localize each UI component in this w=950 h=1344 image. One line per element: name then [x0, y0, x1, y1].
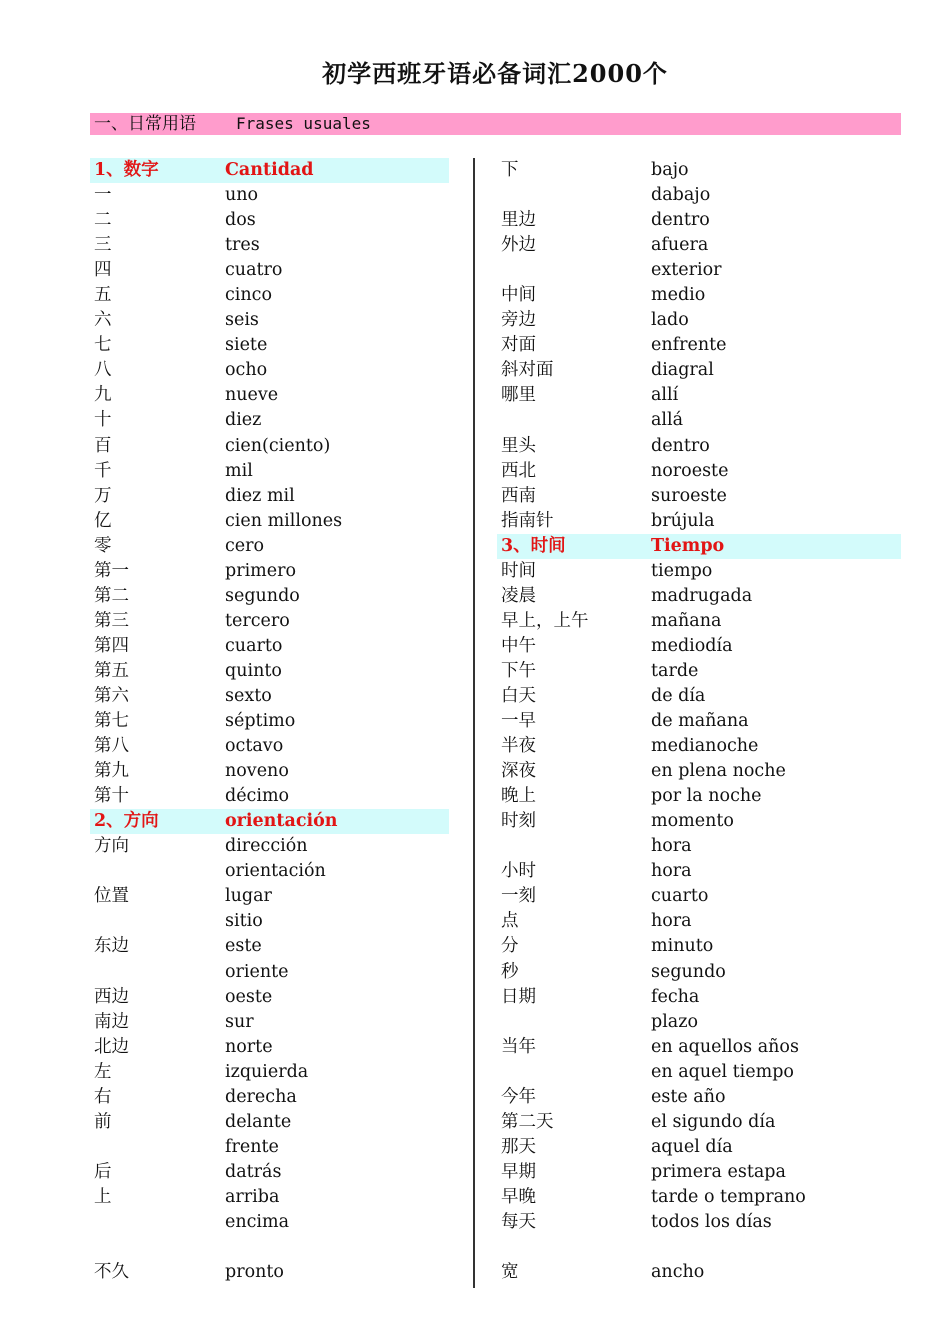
vocab-row: [497, 985, 901, 1010]
spanish-term: allá: [651, 410, 684, 431]
vocab-row: [90, 884, 449, 909]
vocab-row: [497, 684, 901, 709]
spanish-term: nueve: [225, 385, 279, 406]
vocab-row: [90, 734, 449, 759]
chinese-term: 第六: [94, 685, 129, 706]
spanish-term: dirección: [225, 836, 308, 857]
vocab-row: [90, 559, 449, 584]
chinese-term: 凌晨: [501, 585, 536, 606]
chinese-term: 第五: [94, 660, 129, 681]
vocab-row: [497, 408, 901, 433]
spanish-term: mediodía: [651, 635, 733, 656]
chinese-term: 第二: [94, 585, 129, 606]
vocab-row: [497, 559, 901, 584]
spanish-term: aquel día: [651, 1136, 733, 1157]
chinese-term: 下: [501, 160, 519, 180]
vocab-row: [497, 383, 901, 408]
chinese-term: 点: [501, 911, 519, 932]
spanish-term: segundo: [225, 585, 300, 606]
spanish-term: cien(ciento): [225, 435, 331, 456]
chinese-term: 二: [94, 210, 112, 231]
spanish-term: sexto: [225, 685, 272, 706]
spanish-term: enfrente: [651, 335, 727, 356]
spanish-term: suroeste: [651, 485, 727, 506]
chinese-term: 西南: [501, 485, 536, 506]
spanish-term: dos: [225, 210, 256, 231]
spanish-term: séptimo: [225, 711, 296, 732]
vocab-row: [497, 734, 901, 759]
vocab-row: [497, 158, 901, 183]
spanish-term: el sigundo día: [651, 1111, 776, 1132]
vocab-row: [90, 584, 449, 609]
chinese-term: 第四: [94, 635, 129, 656]
spanish-term: mañana: [651, 610, 722, 631]
vocab-row: [90, 358, 449, 383]
spanish-term: frente: [225, 1136, 279, 1157]
chinese-term: 第十: [94, 786, 129, 807]
vocab-row: [90, 1035, 449, 1060]
spanish-term: medianoche: [651, 736, 759, 757]
chinese-term: 八: [94, 360, 112, 381]
chinese-term: 零: [94, 535, 112, 556]
vocab-row: [90, 509, 449, 534]
chinese-term: 外边: [501, 235, 536, 256]
vocab-row: [90, 985, 449, 1010]
section-title-zh: 一、日常用语: [94, 114, 196, 134]
vocab-row: [497, 834, 901, 859]
vocab-row: [90, 1010, 449, 1035]
chinese-term: 六: [94, 310, 112, 331]
vocab-row: [497, 434, 901, 459]
spanish-term: medio: [651, 285, 706, 306]
spanish-term: brújula: [651, 510, 715, 531]
vocab-row: [90, 684, 449, 709]
vocab-row: [497, 1260, 901, 1285]
spanish-term: este: [225, 936, 262, 957]
spanish-term: pronto: [225, 1262, 284, 1283]
vocab-row: [90, 258, 449, 283]
spanish-term: dabajo: [651, 185, 711, 206]
chinese-term: 方向: [94, 836, 129, 857]
chinese-term: 十: [94, 410, 112, 431]
vocab-row: [497, 258, 901, 283]
spanish-term: diez: [225, 410, 262, 431]
vocab-row: [497, 1110, 901, 1135]
vocab-row: [90, 634, 449, 659]
spanish-term: diagral: [651, 360, 714, 381]
spanish-term: allí: [651, 385, 679, 406]
chinese-term: 今年: [501, 1086, 536, 1107]
chinese-term: 第二天: [501, 1111, 554, 1132]
spanish-term: tiempo: [651, 560, 713, 581]
vocab-row: [497, 1085, 901, 1110]
chinese-term: 早期: [501, 1161, 536, 1182]
vocab-row: [497, 333, 901, 358]
vocab-row: [497, 1035, 901, 1060]
vocab-row: [90, 408, 449, 433]
spanish-term: primero: [225, 560, 297, 581]
chinese-term: 时刻: [501, 811, 536, 832]
chinese-term: 西北: [501, 460, 536, 481]
spanish-term: afuera: [651, 235, 709, 256]
spanish-term: orientación: [225, 861, 326, 882]
chinese-term: 晚上: [501, 786, 536, 807]
column-divider: [473, 158, 475, 1288]
chinese-term: 不久: [94, 1262, 129, 1283]
spanish-term: en plena noche: [651, 761, 786, 782]
chinese-term: 指南针: [501, 510, 554, 531]
spanish-term: primera estapa: [651, 1161, 786, 1182]
spanish-term: encima: [225, 1211, 290, 1232]
chinese-term: 里边: [501, 210, 536, 231]
vocab-row: [90, 1135, 449, 1160]
vocab-row: [497, 859, 901, 884]
vocab-row: [497, 509, 901, 534]
chinese-term: 第三: [94, 610, 129, 631]
vocab-row: [90, 609, 449, 634]
spanish-term: fecha: [651, 986, 700, 1007]
spanish-term: cien millones: [225, 510, 343, 531]
spanish-term: dentro: [651, 435, 710, 456]
vocab-row: [497, 233, 901, 258]
vocab-row: [90, 1085, 449, 1110]
chinese-term: 秒: [501, 961, 519, 982]
spanish-term: delante: [225, 1111, 292, 1132]
section-title-es: Frases usuales: [236, 114, 371, 133]
spanish-term: oeste: [225, 986, 273, 1007]
spanish-term: momento: [651, 811, 734, 832]
spanish-term: este año: [651, 1086, 726, 1107]
chinese-term: 早晚: [501, 1186, 536, 1207]
chinese-term: 下午: [501, 660, 536, 681]
vocab-row: [497, 784, 901, 809]
spanish-term: Cantidad: [225, 160, 314, 180]
vocab-row: [497, 1235, 901, 1260]
chinese-term: 早上，上午: [501, 610, 589, 631]
spanish-term: cuarto: [651, 886, 709, 907]
spanish-term: cuatro: [225, 260, 283, 281]
vocab-row: [90, 834, 449, 859]
vocab-row: [90, 659, 449, 684]
vocab-row: [90, 484, 449, 509]
vocab-row: [90, 1235, 449, 1260]
chinese-term: 3、时间: [501, 535, 566, 556]
spanish-term: oriente: [225, 961, 289, 982]
chinese-term: 第八: [94, 736, 129, 757]
chinese-term: 五: [94, 285, 112, 306]
vocab-row: [497, 308, 901, 333]
chinese-term: 第一: [94, 560, 129, 581]
chinese-term: 1、数字: [94, 160, 159, 180]
chinese-term: 一早: [501, 711, 536, 732]
vocab-row: [90, 183, 449, 208]
spanish-term: cero: [225, 535, 265, 556]
spanish-term: ancho: [651, 1262, 705, 1283]
chinese-term: 一刻: [501, 886, 536, 907]
spanish-term: en aquellos años: [651, 1036, 799, 1057]
spanish-term: tarde o temprano: [651, 1186, 806, 1207]
vocab-row: [497, 609, 901, 634]
vocab-row: [497, 659, 901, 684]
chinese-term: 四: [94, 260, 112, 281]
spanish-term: sitio: [225, 911, 263, 932]
chinese-term: 中间: [501, 285, 536, 306]
vocab-row: [497, 960, 901, 985]
spanish-term: todos los días: [651, 1211, 772, 1232]
chinese-term: 深夜: [501, 761, 536, 782]
vocab-row: [497, 283, 901, 308]
chinese-term: 位置: [94, 886, 129, 907]
spanish-term: quinto: [225, 660, 282, 681]
chinese-term: 半夜: [501, 736, 536, 757]
vocab-row: [90, 784, 449, 809]
chinese-term: 南边: [94, 1011, 129, 1032]
vocab-row: [90, 233, 449, 258]
chinese-term: 百: [94, 435, 112, 456]
chinese-term: 第七: [94, 711, 129, 732]
vocab-row: [497, 1185, 901, 1210]
spanish-term: tarde: [651, 660, 699, 681]
chinese-term: 七: [94, 335, 112, 356]
spanish-term: izquierda: [225, 1061, 309, 1082]
chinese-term: 旁边: [501, 310, 536, 331]
vocab-row: [90, 1210, 449, 1235]
chinese-term: 万: [94, 485, 112, 506]
vocab-row: [497, 809, 901, 834]
vocab-row: [90, 934, 449, 959]
vocab-row: [90, 759, 449, 784]
spanish-term: de mañana: [651, 711, 749, 732]
chinese-term: 九: [94, 385, 112, 406]
spanish-term: arriba: [225, 1186, 280, 1207]
vocab-row: [497, 358, 901, 383]
vocab-row: [497, 1010, 901, 1035]
spanish-term: datrás: [225, 1161, 282, 1182]
chinese-term: 千: [94, 460, 112, 481]
spanish-term: bajo: [651, 160, 689, 180]
spanish-term: décimo: [225, 786, 290, 807]
vocab-row: [90, 383, 449, 408]
vocab-row: [90, 434, 449, 459]
spanish-term: hora: [651, 861, 692, 882]
spanish-term: cinco: [225, 285, 273, 306]
category-heading: [90, 809, 449, 834]
vocab-row: [497, 909, 901, 934]
vocab-row: [90, 1185, 449, 1210]
spanish-term: lugar: [225, 886, 272, 907]
vocab-row: [497, 183, 901, 208]
vocab-row: [90, 283, 449, 308]
vocab-row: [497, 709, 901, 734]
spanish-term: Tiempo: [651, 535, 725, 556]
spanish-term: hora: [651, 911, 692, 932]
spanish-term: derecha: [225, 1086, 297, 1107]
chinese-term: 小时: [501, 861, 536, 882]
spanish-term: de día: [651, 685, 706, 706]
vocab-row: [497, 584, 901, 609]
chinese-term: 前: [94, 1111, 112, 1132]
vocab-row: [90, 208, 449, 233]
chinese-term: 西边: [94, 986, 129, 1007]
spanish-term: orientación: [225, 811, 338, 832]
chinese-term: 2、方向: [94, 811, 159, 832]
vocab-row: [497, 634, 901, 659]
vocab-row: [90, 960, 449, 985]
spanish-term: seis: [225, 310, 259, 331]
spanish-term: por la noche: [651, 786, 762, 807]
vocab-row: [497, 484, 901, 509]
section-header: [90, 113, 901, 135]
vocab-row: [90, 1110, 449, 1135]
page-title: 初学西班牙语必备词汇2000个: [322, 59, 668, 88]
spanish-term: hora: [651, 836, 692, 857]
vocab-row: [497, 759, 901, 784]
spanish-term: sur: [225, 1011, 254, 1032]
spanish-term: exterior: [651, 260, 722, 281]
vocab-row: [497, 1160, 901, 1185]
spanish-term: mil: [225, 460, 253, 481]
category-heading: [90, 158, 449, 183]
chinese-term: 斜对面: [501, 360, 554, 381]
vocab-row: [90, 1060, 449, 1085]
chinese-term: 哪里: [501, 385, 536, 406]
vocab-row: [497, 459, 901, 484]
vocab-row: [90, 859, 449, 884]
spanish-term: tercero: [225, 610, 290, 631]
spanish-term: minuto: [651, 936, 714, 957]
chinese-term: 后: [94, 1161, 112, 1182]
vocab-row: [497, 884, 901, 909]
spanish-term: ocho: [225, 360, 268, 381]
spanish-term: plazo: [651, 1011, 698, 1032]
chinese-term: 每天: [501, 1211, 536, 1232]
vocab-row: [90, 1160, 449, 1185]
vocab-row: [90, 333, 449, 358]
chinese-term: 三: [94, 235, 112, 256]
chinese-term: 宽: [501, 1262, 519, 1283]
chinese-term: 时间: [501, 560, 536, 581]
chinese-term: 东边: [94, 936, 129, 957]
chinese-term: 分: [501, 936, 519, 957]
spanish-term: segundo: [651, 961, 726, 982]
vocab-row: [497, 934, 901, 959]
vocab-row: [90, 308, 449, 333]
chinese-term: 里头: [501, 435, 536, 456]
spanish-term: dentro: [651, 210, 710, 231]
chinese-term: 那天: [501, 1136, 536, 1157]
chinese-term: 当年: [501, 1036, 536, 1057]
chinese-term: 北边: [94, 1036, 129, 1057]
spanish-term: cuarto: [225, 635, 283, 656]
spanish-term: en aquel tiempo: [651, 1061, 794, 1082]
chinese-term: 第九: [94, 761, 129, 782]
spanish-term: madrugada: [651, 585, 753, 606]
category-heading: [497, 534, 901, 559]
chinese-term: 一: [94, 185, 112, 206]
vocab-row: [497, 1135, 901, 1160]
spanish-term: noveno: [225, 761, 289, 782]
right-vocab-column: [497, 158, 901, 1285]
spanish-term: siete: [225, 335, 268, 356]
spanish-term: octavo: [225, 736, 284, 757]
spanish-term: noroeste: [651, 460, 729, 481]
chinese-term: 左: [94, 1061, 112, 1082]
vocab-row: [90, 1260, 449, 1285]
vocab-row: [90, 459, 449, 484]
spanish-term: tres: [225, 235, 260, 256]
chinese-term: 对面: [501, 335, 536, 356]
vocab-row: [90, 534, 449, 559]
vocab-row: [90, 909, 449, 934]
left-vocab-column: [90, 158, 449, 1285]
chinese-term: 白天: [501, 685, 536, 706]
chinese-term: 上: [94, 1186, 112, 1207]
vocab-row: [90, 709, 449, 734]
spanish-term: uno: [225, 185, 259, 206]
chinese-term: 日期: [501, 986, 536, 1007]
vocab-row: [497, 1060, 901, 1085]
chinese-term: 右: [94, 1086, 112, 1107]
spanish-term: diez mil: [225, 485, 295, 506]
vocab-row: [497, 1210, 901, 1235]
spanish-term: lado: [651, 310, 689, 331]
chinese-term: 中午: [501, 635, 536, 656]
chinese-term: 亿: [94, 510, 112, 531]
spanish-term: norte: [225, 1036, 273, 1057]
vocab-row: [497, 208, 901, 233]
